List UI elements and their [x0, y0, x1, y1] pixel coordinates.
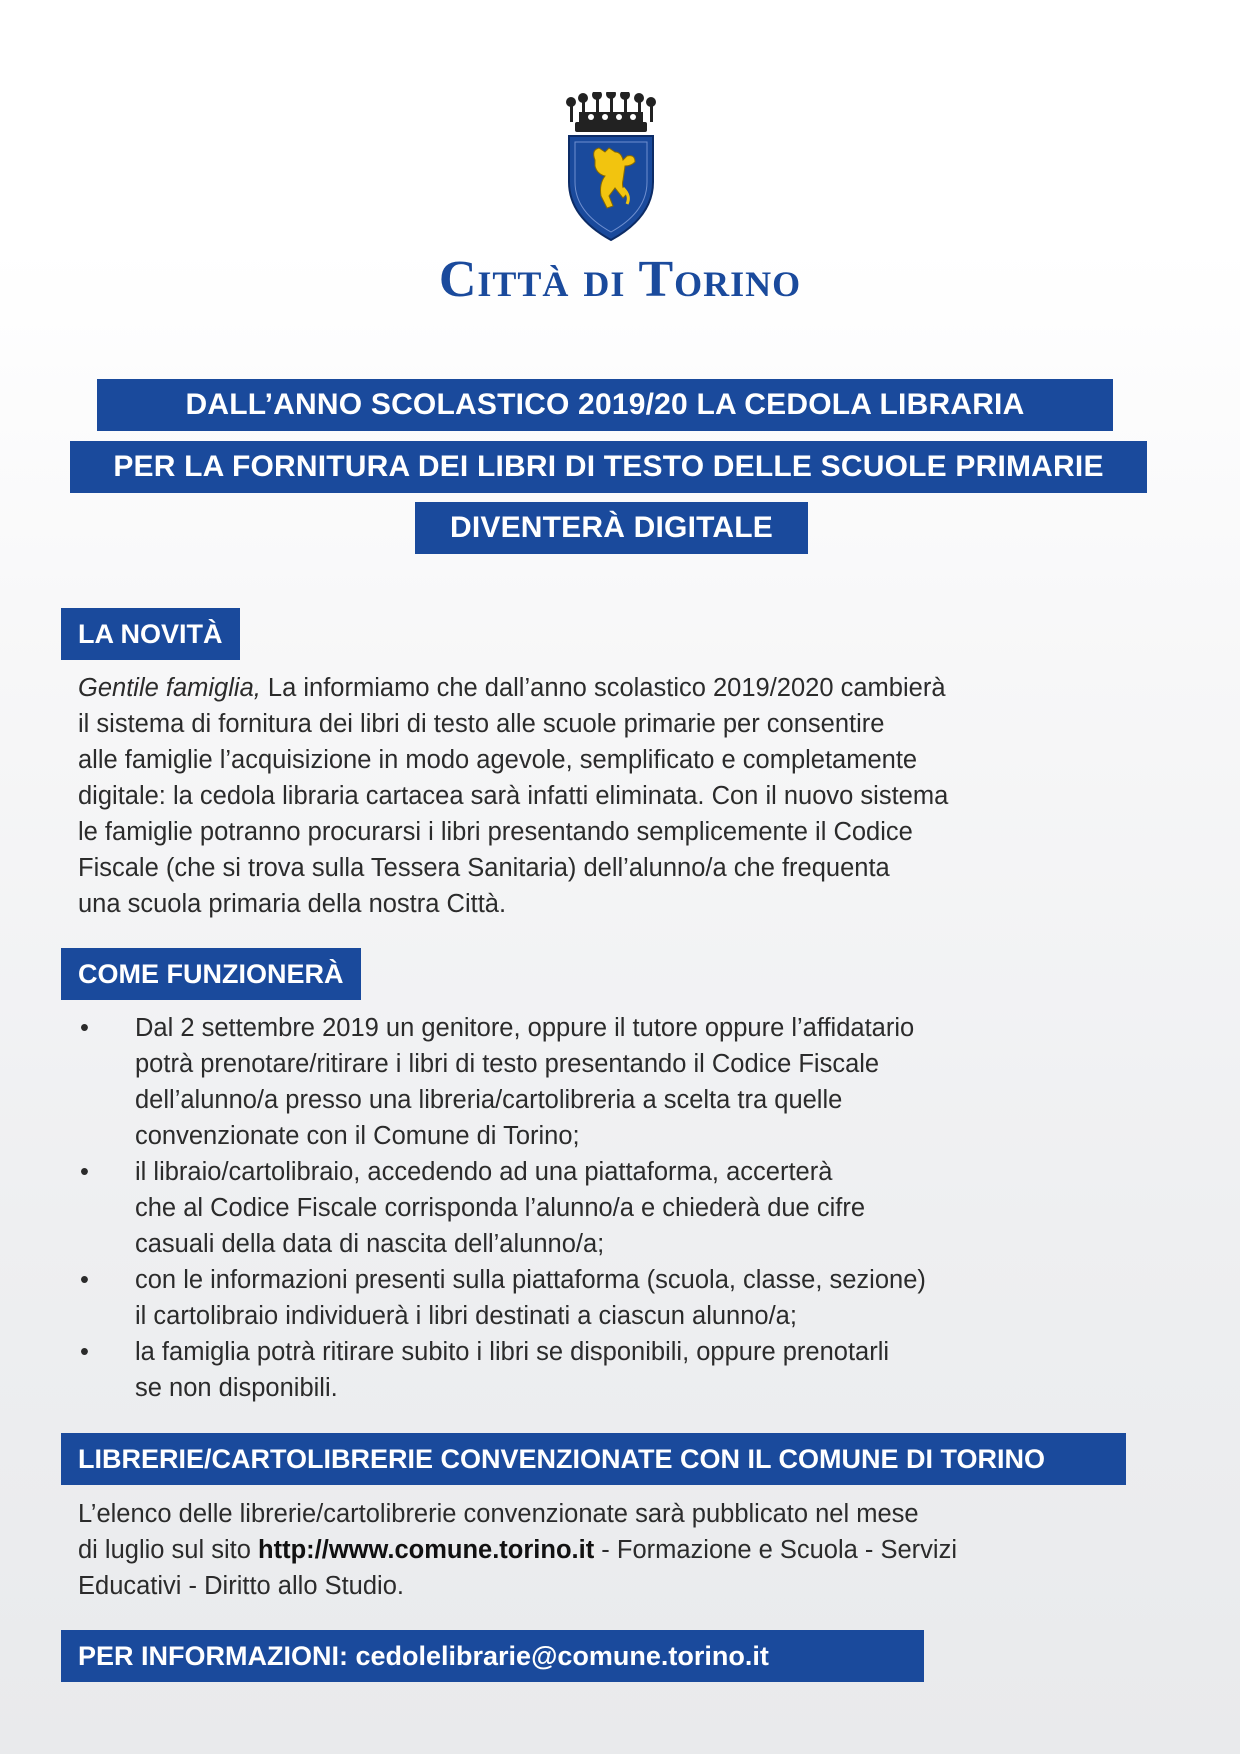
bullet-icon: •: [80, 1266, 89, 1294]
section-title-funzionamento: COME FUNZIONERÀ: [61, 948, 361, 1000]
website-link[interactable]: http://www.comune.torino.it: [258, 1536, 595, 1564]
novita-line-3: alle famiglie l’acquisizione in modo agevole, semplificato e completamente: [78, 746, 918, 774]
torino-coat-of-arms-icon: [561, 92, 661, 242]
section-title-novita: LA NOVITÀ: [61, 608, 240, 660]
list-item: [78, 1154, 1158, 1262]
novita-text: La informiamo che dall’anno scolastico 2019/2020 cambierà: [260, 674, 946, 702]
list-item: [78, 1334, 1158, 1406]
list-item-line: la famiglia potrà ritirare subito i libri se disponibili, oppure prenotarli: [135, 1338, 890, 1366]
headline-line-1: DALL’ANNO SCOLASTICO 2019/20 LA CEDOLA LIBRARIA: [97, 379, 1113, 431]
list-item: [78, 1262, 1158, 1334]
list-item-line: potrà prenotare/ritirare i libri di testo presentando il Codice Fiscale: [135, 1050, 880, 1078]
list-item-line: il libraio/cartolibraio, accedendo ad una piattaforma, accerterà: [135, 1158, 833, 1186]
novita-lead: Gentile famiglia,: [78, 674, 261, 702]
list-item-line: se non disponibili.: [135, 1374, 338, 1402]
list-item-line: il cartolibraio individuerà i libri destinati a ciascun alunno/a;: [135, 1302, 797, 1330]
list-item-line: che al Codice Fiscale corrisponda l’alunno/a e chiederà due cifre: [135, 1194, 865, 1222]
list-item-line: convenzionate con il Comune di Torino;: [135, 1122, 580, 1150]
bullet-icon: •: [80, 1014, 89, 1042]
librerie-paragraph: [78, 1496, 1138, 1604]
city-name: Città di Torino: [438, 251, 802, 308]
novita-line-1: [78, 670, 1158, 706]
list-item-line: con le informazioni presenti sulla piattaforma (scuola, classe, sezione): [135, 1266, 926, 1294]
list-item-line: dell’alunno/a presso una libreria/cartolibreria a scelta tra quelle: [135, 1086, 843, 1114]
librerie-text: - Formazione e Scuola - Servizi: [594, 1536, 957, 1564]
novita-line-7: una scuola primaria della nostra Città.: [78, 890, 507, 918]
librerie-text: di luglio sul sito: [78, 1536, 259, 1564]
novita-line-4: digitale: la cedola libraria cartacea sarà infatti eliminata. Con il nuovo sistema: [78, 782, 949, 810]
bullet-icon: •: [80, 1338, 89, 1366]
headline-line-2: PER LA FORNITURA DEI LIBRI DI TESTO DELLE SCUOLE PRIMARIE: [70, 441, 1147, 493]
novita-line-5: le famiglie potranno procurarsi i libri presentando semplicemente il Codice: [78, 818, 913, 846]
librerie-line-3: Educativi - Diritto allo Studio.: [78, 1572, 404, 1600]
novita-line-6: Fiscale (che si trova sulla Tessera Sanitaria) dell’alunno/a che frequenta: [78, 854, 890, 882]
novita-line-2: il sistema di fornitura dei libri di testo alle scuole primarie per consentire: [78, 710, 885, 738]
list-item-line: Dal 2 settembre 2019 un genitore, oppure il tutore oppure l’affidatario: [135, 1014, 915, 1042]
headline-line-3: DIVENTERÀ DIGITALE: [415, 502, 808, 554]
bullet-icon: •: [80, 1158, 89, 1186]
list-item: [78, 1010, 1158, 1154]
librerie-line-1: L’elenco delle librerie/cartolibrerie convenzionate sarà pubblicato nel mese: [78, 1500, 919, 1528]
funzionamento-list: [78, 1010, 1158, 1406]
librerie-line-2: [78, 1532, 1138, 1568]
novita-paragraph: [78, 670, 1158, 922]
list-item-line: casuali della data di nascita dell’alunno/a;: [135, 1230, 605, 1258]
contact-email-banner[interactable]: PER INFORMAZIONI: cedolelibrarie@comune.torino.it: [61, 1630, 924, 1682]
section-title-librerie: LIBRERIE/CARTOLIBRERIE CONVENZIONATE CON IL COMUNE DI TORINO: [61, 1433, 1126, 1485]
